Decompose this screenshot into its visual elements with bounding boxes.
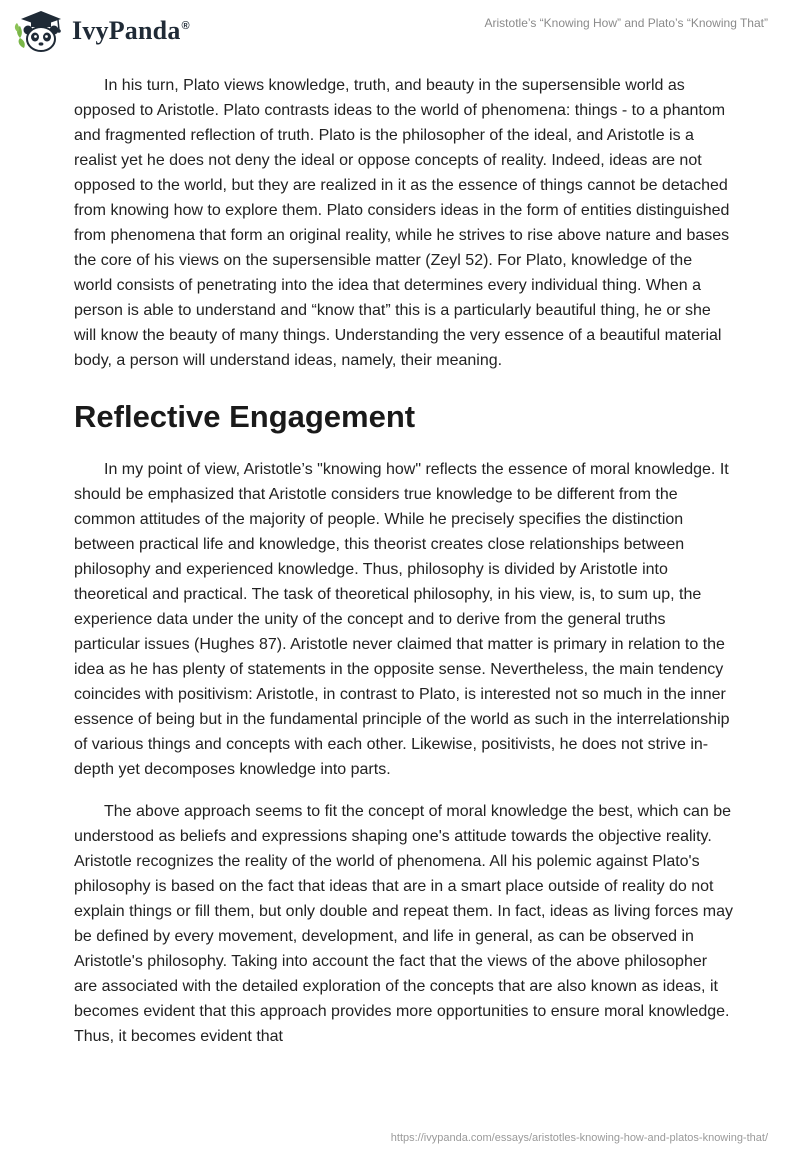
section-heading-reflective-engagement: Reflective Engagement [74, 399, 416, 434]
paragraph-plato-intro: In his turn, Plato views knowledge, truth, and beauty in the supersensible world as opposed to Aristotle. Plato contrasts ideas to the world of phenomena: things - to a phantom and fragmented reflection of truth. Plato is the philosopher of the ideal, and Aristotle is a realist yet he does not deny the ideal or oppose concepts of reality. Indeed, ideas are not opposed to the world, but they are realized in it as the essence of things cannot be detached from knowing how to explore them. Plato considers ideas in the form of entities distinguished from phenomena that form an original reality, while he strives to rise above nature and bases the core of his views on the supersensible matter (Zeyl 52). For Plato, knowledge of the world consists of penetrating into the idea that determines every individual thing. When a person is able to understand and “know that” this is a particularly beautiful thing, he or she will know the beauty of many things. Understanding the very essence of a beautiful material body, a person will understand ideas, namely, their meaning. [74, 77, 730, 369]
paragraph-moral-knowledge: The above approach seems to fit the concept of moral knowledge the best, which can be understood as beliefs and expressions shaping one's attitude towards the objective reality. Aristotle recognizes the reality of the world of phenomena. All his polemic against Plato's philosophy is based on the fact that ideas that are in a smart place outside of reality do not explain things or fill them, but only double and repeat them. In fact, ideas as living forces may be defined by every movement, development, and life in general, as can be observed in Aristotle's philosophy. Taking into account the fact that the views of the above philosopher are associated with the detailed exploration of the concepts that are also known as ideas, it becomes evident that this approach provides more opportunities to ensure moral knowledge. Thus, it becomes evident that [74, 803, 734, 1045]
document-title: Aristotle’s “Knowing How” and Plato’s “Knowing That” [484, 16, 768, 30]
brand-name-text: IvyPanda [72, 16, 181, 45]
source-url-link[interactable]: https://ivypanda.com/essays/aristotles-knowing-how-and-platos-knowing-that/ [390, 1132, 768, 1144]
paragraph-knowing-how: In my point of view, Aristotle’s "knowing how" reflects the essence of moral knowledge. It should be emphasized that Aristotle considers true knowledge to be different from the common attitudes of the majority of people. While he precisely specifies the distinction between practical life and knowledge, this theorist creates close relationships between philosophy and experienced knowledge. Thus, philosophy is divided by Aristotle into theoretical and practical. The task of theoretical philosophy, in his view, is, to sum up, the experience data under the unity of the concept and to derive from the general truths particular issues (Hughes 87). Aristotle never claimed that matter is primary in relation to the idea as he has plenty of statements in the opposite sense. Nevertheless, the main tendency coincides with positivism: Aristotle, in contrast to Plato, is interested not so much in the inner essence of being but in the fundamental principle of the world as such in the interrelationship of various things and concepts with each other. Likewise, positivists, he does not strive in-depth yet decomposes knowledge into parts. [74, 461, 730, 778]
page-header [0, 0, 800, 64]
ivypanda-logo-link[interactable] [14, 8, 190, 54]
brand-name [72, 16, 190, 46]
panda-graduate-icon [14, 8, 68, 54]
essay-content [74, 73, 734, 1049]
brand-registered-mark: ® [181, 20, 190, 33]
